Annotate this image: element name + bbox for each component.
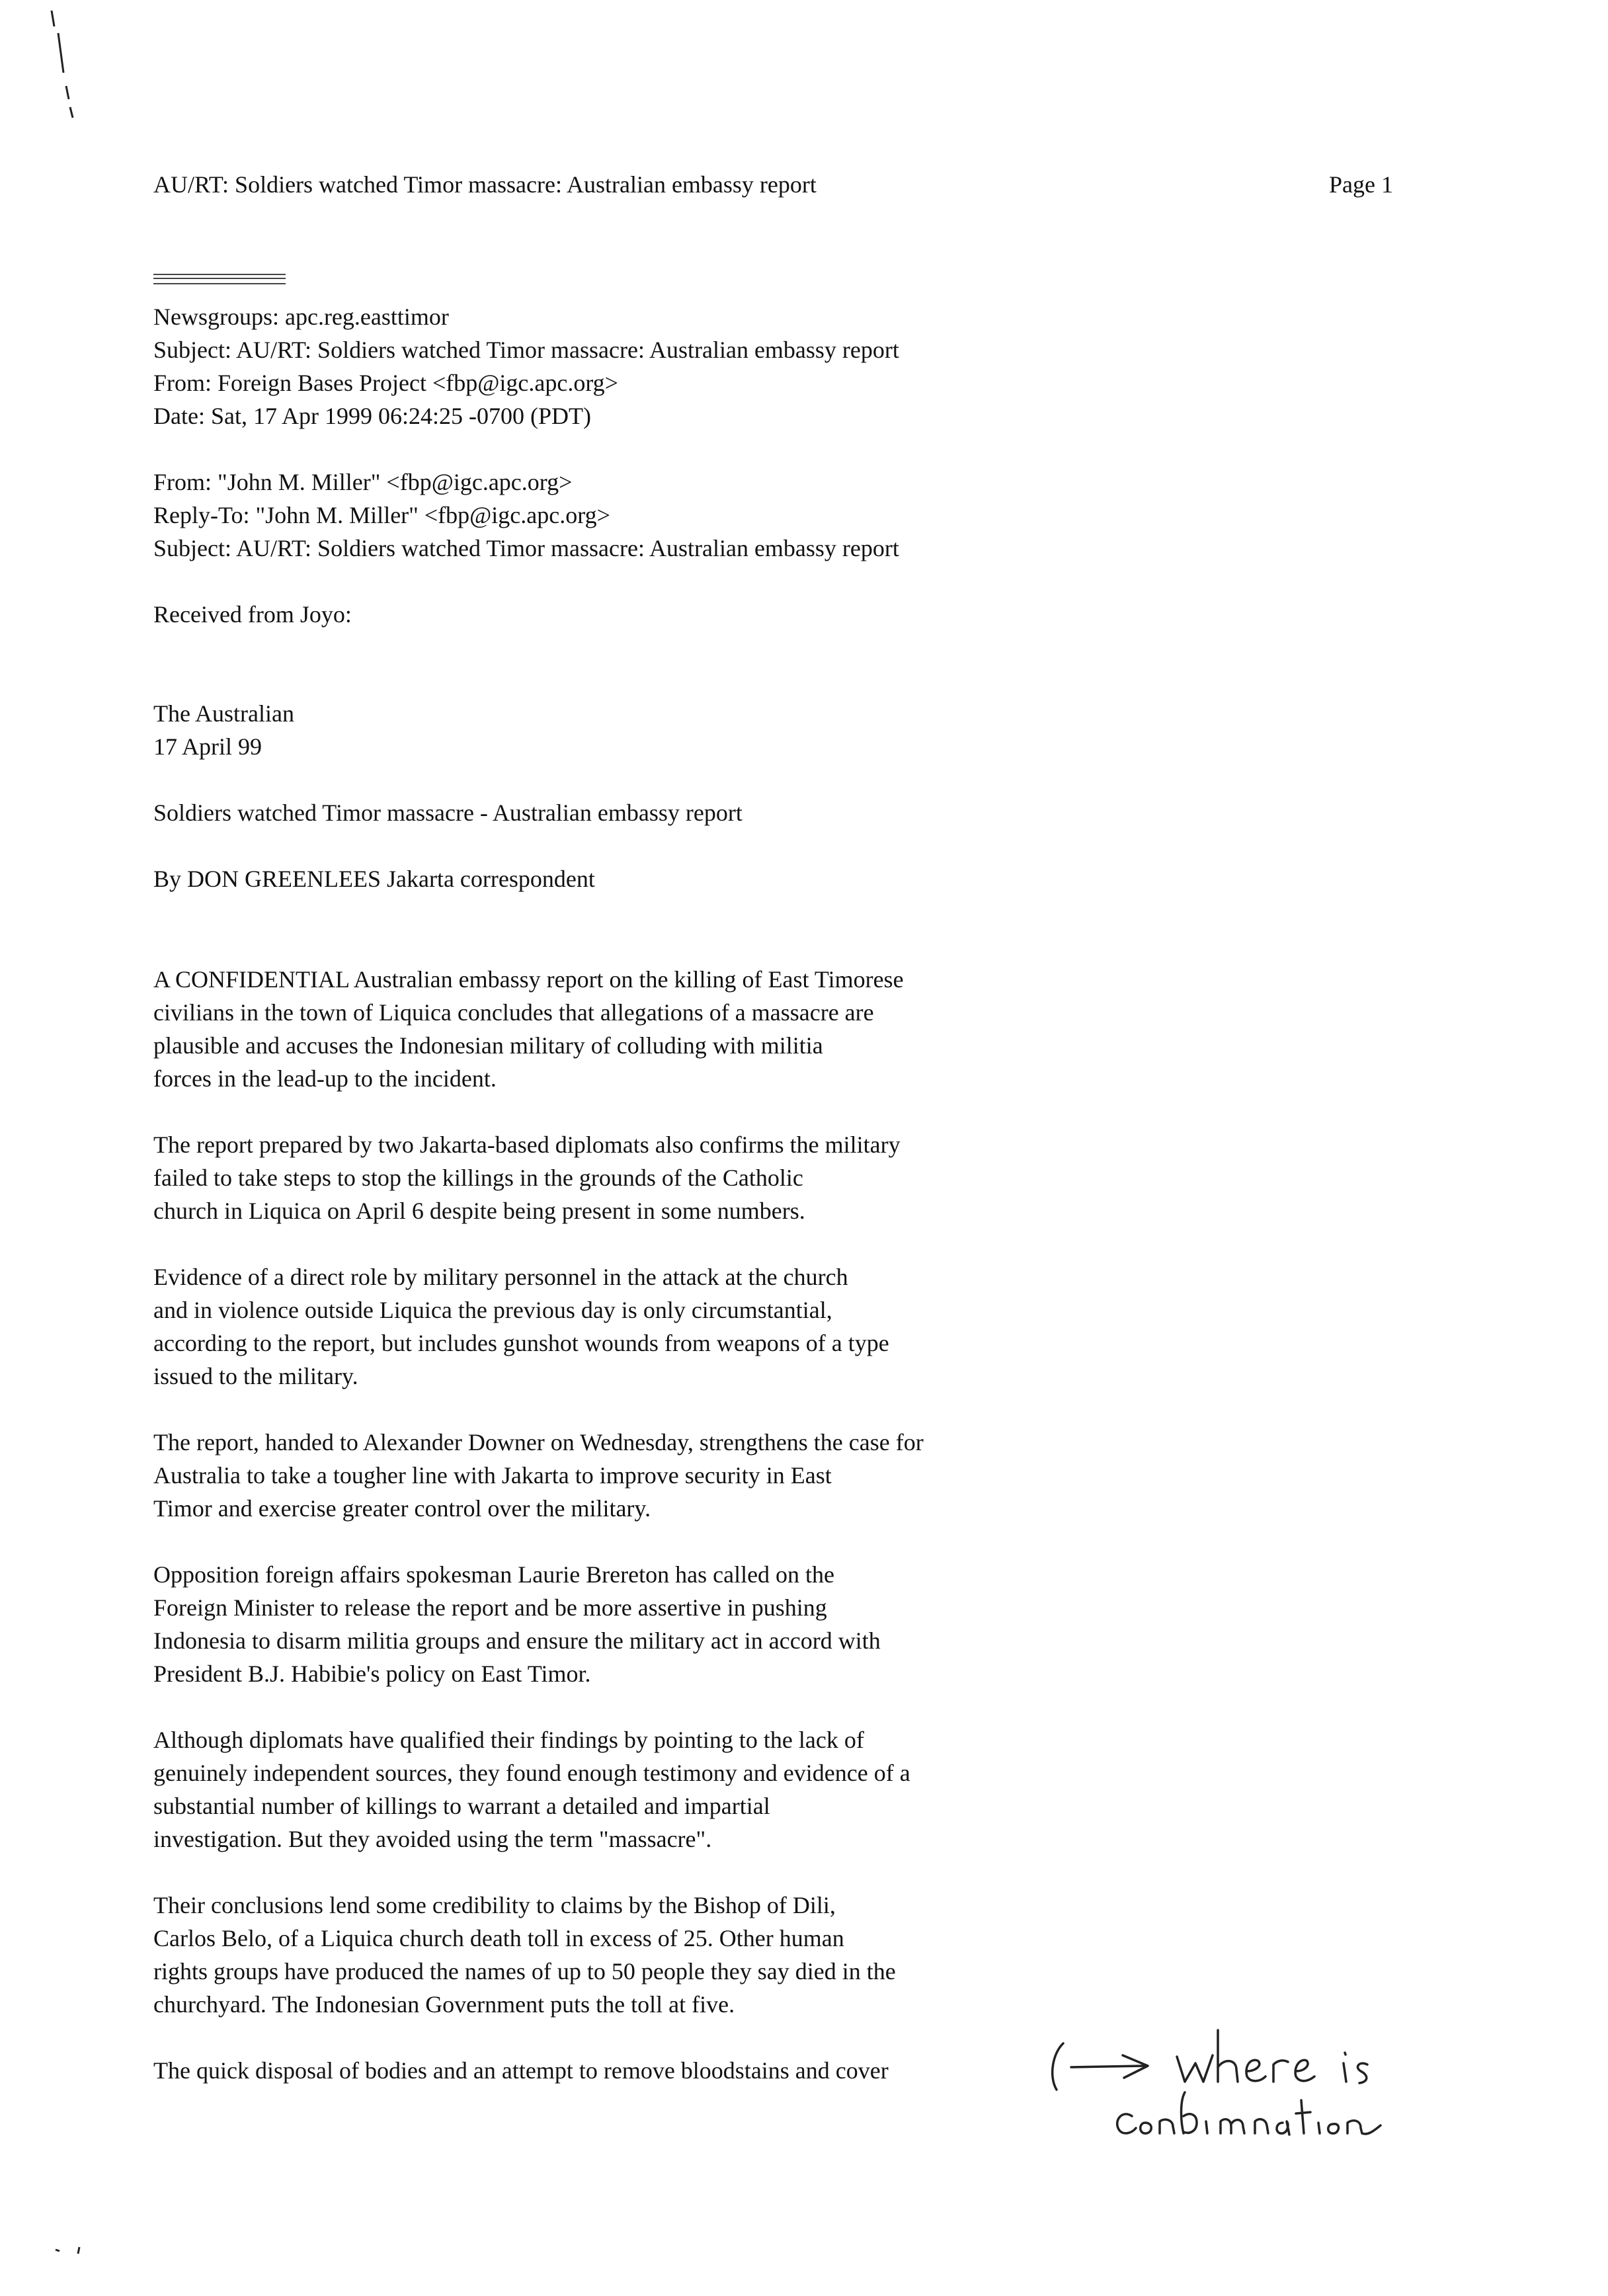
forward-subject: Subject: AU/RT: Soldiers watched Timor massacre: Australian embassy report xyxy=(153,535,899,561)
body-line: President B.J. Habibie's policy on East Timor. xyxy=(153,1660,591,1687)
body-line: civilians in the town of Liquica concludes that allegations of a massacre are xyxy=(153,999,874,1026)
article-byline: By DON GREENLEES Jakarta correspondent xyxy=(153,866,595,892)
scan-artifact-bottom-left xyxy=(53,2240,93,2260)
body-line: A CONFIDENTIAL Australian embassy report on the killing of East Timorese xyxy=(153,966,904,993)
body-line: rights groups have produced the names of up to 50 people they say died in the xyxy=(153,1958,896,1985)
body-line: and in violence outside Liquica the previous day is only circumstantial, xyxy=(153,1297,832,1323)
page-number: Page 1 xyxy=(1329,171,1393,198)
body-line: Although diplomats have qualified their findings by pointing to the lack of xyxy=(153,1727,864,1753)
body-line: Indonesia to disarm militia groups and ensure the military act in accord with xyxy=(153,1627,881,1654)
separator-rule xyxy=(153,274,286,284)
body-line: issued to the military. xyxy=(153,1363,358,1389)
header-newsgroups: Newsgroups: apc.reg.easttimor xyxy=(153,304,449,330)
header-subject: Subject: AU/RT: Soldiers watched Timor massacre: Australian embassy report xyxy=(153,337,899,363)
header-from: From: Foreign Bases Project <fbp@igc.apc.org> xyxy=(153,370,618,396)
body-line: substantial number of killings to warrant a detailed and impartial xyxy=(153,1793,770,1819)
body-line: The quick disposal of bodies and an attempt to remove bloodstains and cover xyxy=(153,2057,889,2084)
scan-artifact-top-left xyxy=(40,7,79,119)
article-headline: Soldiers watched Timor massacre - Australian embassy report xyxy=(153,800,743,826)
header-date: Date: Sat, 17 Apr 1999 06:24:25 -0700 (PDT) xyxy=(153,403,591,429)
forward-from: From: "John M. Miller" <fbp@igc.apc.org> xyxy=(153,469,573,495)
body-line: Foreign Minister to release the report and be more assertive in pushing xyxy=(153,1594,827,1621)
body-line: church in Liquica on April 6 despite being present in some numbers. xyxy=(153,1198,805,1224)
body-line: plausible and accuses the Indonesian military of colluding with militia xyxy=(153,1032,823,1059)
received-line: Received from Joyo: xyxy=(153,601,352,628)
body-line: according to the report, but includes gunshot wounds from weapons of a type xyxy=(153,1330,889,1356)
body-line: Timor and exercise greater control over the military. xyxy=(153,1495,651,1522)
body-line: forces in the lead-up to the incident. xyxy=(153,1065,497,1092)
publication-name: The Australian xyxy=(153,700,294,727)
body-line: Evidence of a direct role by military personnel in the attack at the church xyxy=(153,1264,848,1290)
body-line: Opposition foreign affairs spokesman Laurie Brereton has called on the xyxy=(153,1561,835,1588)
body-line: genuinely independent sources, they found enough testimony and evidence of a xyxy=(153,1760,910,1786)
body-line: The report, handed to Alexander Downer on Wednesday, strengthens the case for xyxy=(153,1429,924,1456)
publication-date: 17 April 99 xyxy=(153,733,262,760)
header-title: AU/RT: Soldiers watched Timor massacre: Australian embassy report xyxy=(153,171,817,198)
body-line: Their conclusions lend some credibility to claims by the Bishop of Dili, xyxy=(153,1892,836,1918)
body-line: investigation. But they avoided using the term "massacre". xyxy=(153,1826,712,1852)
body-line: Carlos Belo, of a Liquica church death toll in excess of 25. Other human xyxy=(153,1925,844,1951)
body-line: churchyard. The Indonesian Government puts the toll at five. xyxy=(153,1991,735,2018)
body-line: The report prepared by two Jakarta-based diplomats also confirms the military xyxy=(153,1131,901,1158)
forward-reply-to: Reply-To: "John M. Miller" <fbp@igc.apc.org> xyxy=(153,502,610,528)
handwritten-annotation xyxy=(1045,2024,1415,2149)
body-line: Australia to take a tougher line with Jakarta to improve security in East xyxy=(153,1462,832,1489)
body-line: failed to take steps to stop the killings in the grounds of the Catholic xyxy=(153,1165,803,1191)
